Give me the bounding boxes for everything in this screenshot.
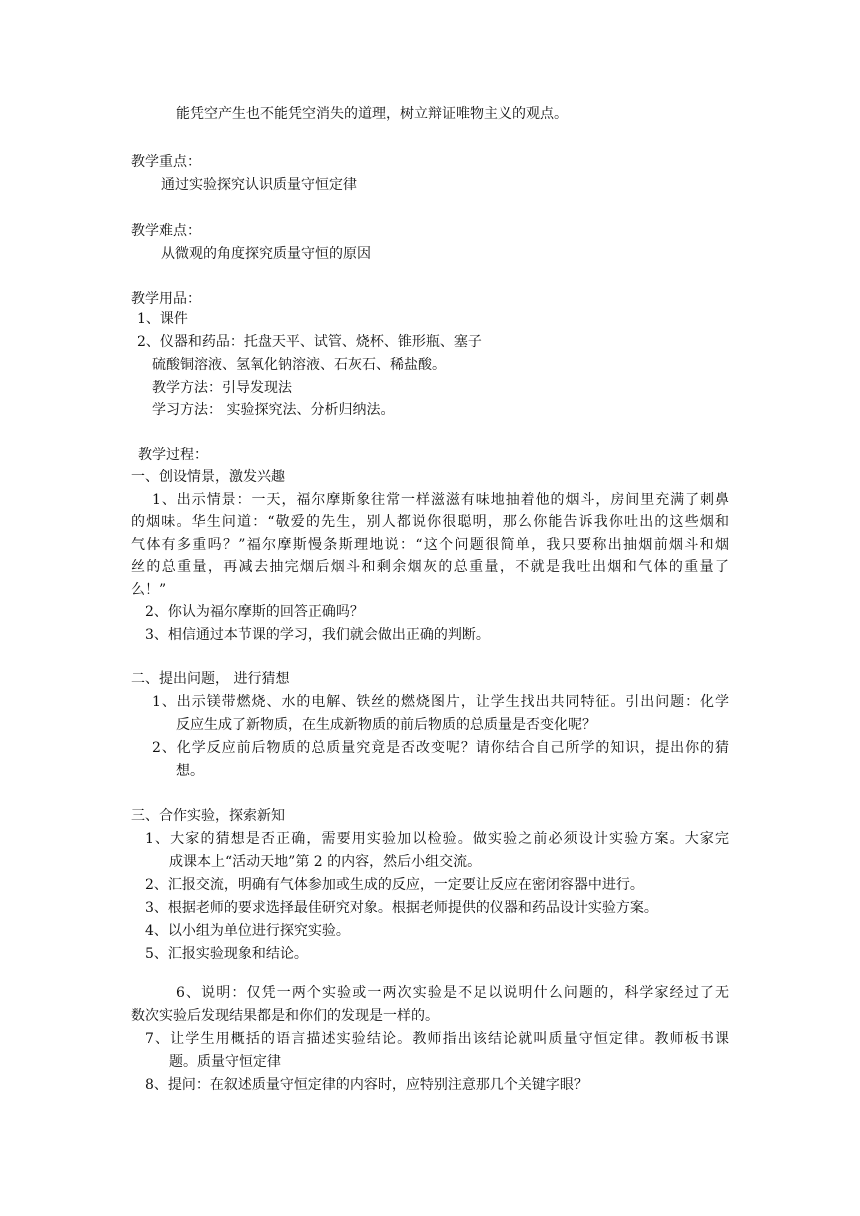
- part3-item-1-line-1: 1、大家的猜想是否正确，需要用实验加以检验。做实验之前必须设计实验方案。大家完: [145, 831, 729, 847]
- materials-item-2-continued: 硫酸铜溶液、氢氧化钠溶液、石灰石、稀盐酸。: [152, 357, 446, 373]
- part2-item-2-line-1: 2、化学反应前后物质的总质量究竟是否改变呢？请你结合自己所学的知识，提出你的猜: [152, 740, 729, 756]
- part3-item-2: 2、汇报交流，明确有气体参加或生成的反应，一定要让反应在密闭容器中进行。: [145, 877, 644, 893]
- part1-item-2: 2、你认为福尔摩斯的回答正确吗？: [145, 604, 364, 620]
- part2-item-1-line-2: 反应生成了新物质，在生成新物质的前后物质的总质量是否变化呢？: [176, 717, 596, 733]
- part3-title: 三、合作实验，探索新知: [131, 808, 285, 824]
- part2-item-2-line-2: 想。: [176, 763, 204, 779]
- part3-item-1-line-2: 成课本上“活动天地”第 2 的内容，然后小组交流。: [169, 854, 482, 870]
- part2-title: 二、提出问题， 进行猜想: [131, 671, 290, 687]
- part1-title: 一、创设情景，激发兴趣: [131, 469, 285, 485]
- part1-paragraph-line: 么！”: [131, 582, 167, 598]
- part3-item-6-line-2: 数次实验后发现结果都是和你们的发现是一样的。: [131, 1008, 439, 1024]
- part3-item-3: 3、根据老师的要求选择最佳研究对象。根据老师提供的仪器和药品设计实验方案。: [145, 900, 658, 916]
- part3-item-8: 8、提问：在叙述质量守恒定律的内容时，应特别注意那几个关键字眼？: [145, 1077, 588, 1093]
- part2-item-1-line-1: 1、出示镁带燃烧、水的电解、铁丝的燃烧图片，让学生找出共同特征。引出问题：化学: [152, 694, 729, 710]
- learning-method: 学习方法： 实验探究法、分析归纳法。: [152, 402, 395, 418]
- teaching-method: 教学方法：引导发现法: [152, 380, 292, 396]
- difficulty-text: 从微观的角度探究质量守恒的原因: [161, 246, 371, 262]
- intro-tail-text: 能凭空产生也不能凭空消失的道理，树立辩证唯物主义的观点。: [176, 106, 568, 122]
- materials-item-2: 2、仪器和药品：托盘天平、试管、烧杯、锥形瓶、塞子: [137, 334, 482, 350]
- part1-paragraph-line: 1、出示情景：一天，福尔摩斯象往常一样滋滋有味地抽着他的烟斗，房间里充满了刺鼻: [152, 492, 729, 508]
- difficulty-heading: 教学难点：: [131, 223, 201, 239]
- part1-paragraph-line: 的烟味。华生问道：“敬爱的先生，别人都说你很聪明，那么你能告诉我你吐出的这些烟和: [131, 514, 729, 530]
- part3-item-4: 4、以小组为单位进行探究实验。: [145, 923, 350, 939]
- part1-item-3: 3、相信通过本节课的学习，我们就会做出正确的判断。: [145, 627, 490, 643]
- focus-text: 通过实验探究认识质量守恒定律: [161, 177, 357, 193]
- part3-item-5: 5、汇报实验现象和结论。: [145, 946, 308, 962]
- materials-heading: 教学用品：: [131, 291, 201, 307]
- part1-paragraph-line: 气体有多重吗？”福尔摩斯慢条斯理地说：“这个问题很简单，我只要称出抽烟前烟斗和烟: [131, 537, 729, 553]
- process-heading: 教学过程：: [138, 447, 208, 463]
- materials-item-1: 1、课件: [137, 311, 188, 327]
- part3-item-7-line-2: 题。质量守恒定律: [169, 1054, 281, 1070]
- part3-item-6-line-1: 6、说明：仅凭一两个实验或一两次实验是不足以说明什么问题的，科学家经过了无: [176, 985, 729, 1001]
- part3-item-7-line-1: 7、让学生用概括的语言描述实验结论。教师指出该结论就叫质量守恒定律。教师板书课: [145, 1031, 729, 1047]
- focus-heading: 教学重点：: [131, 154, 201, 170]
- part1-paragraph-line: 丝的总重量，再减去抽完烟后烟斗和剩余烟灰的总重量，不就是我吐出烟和气体的重量了: [131, 559, 729, 575]
